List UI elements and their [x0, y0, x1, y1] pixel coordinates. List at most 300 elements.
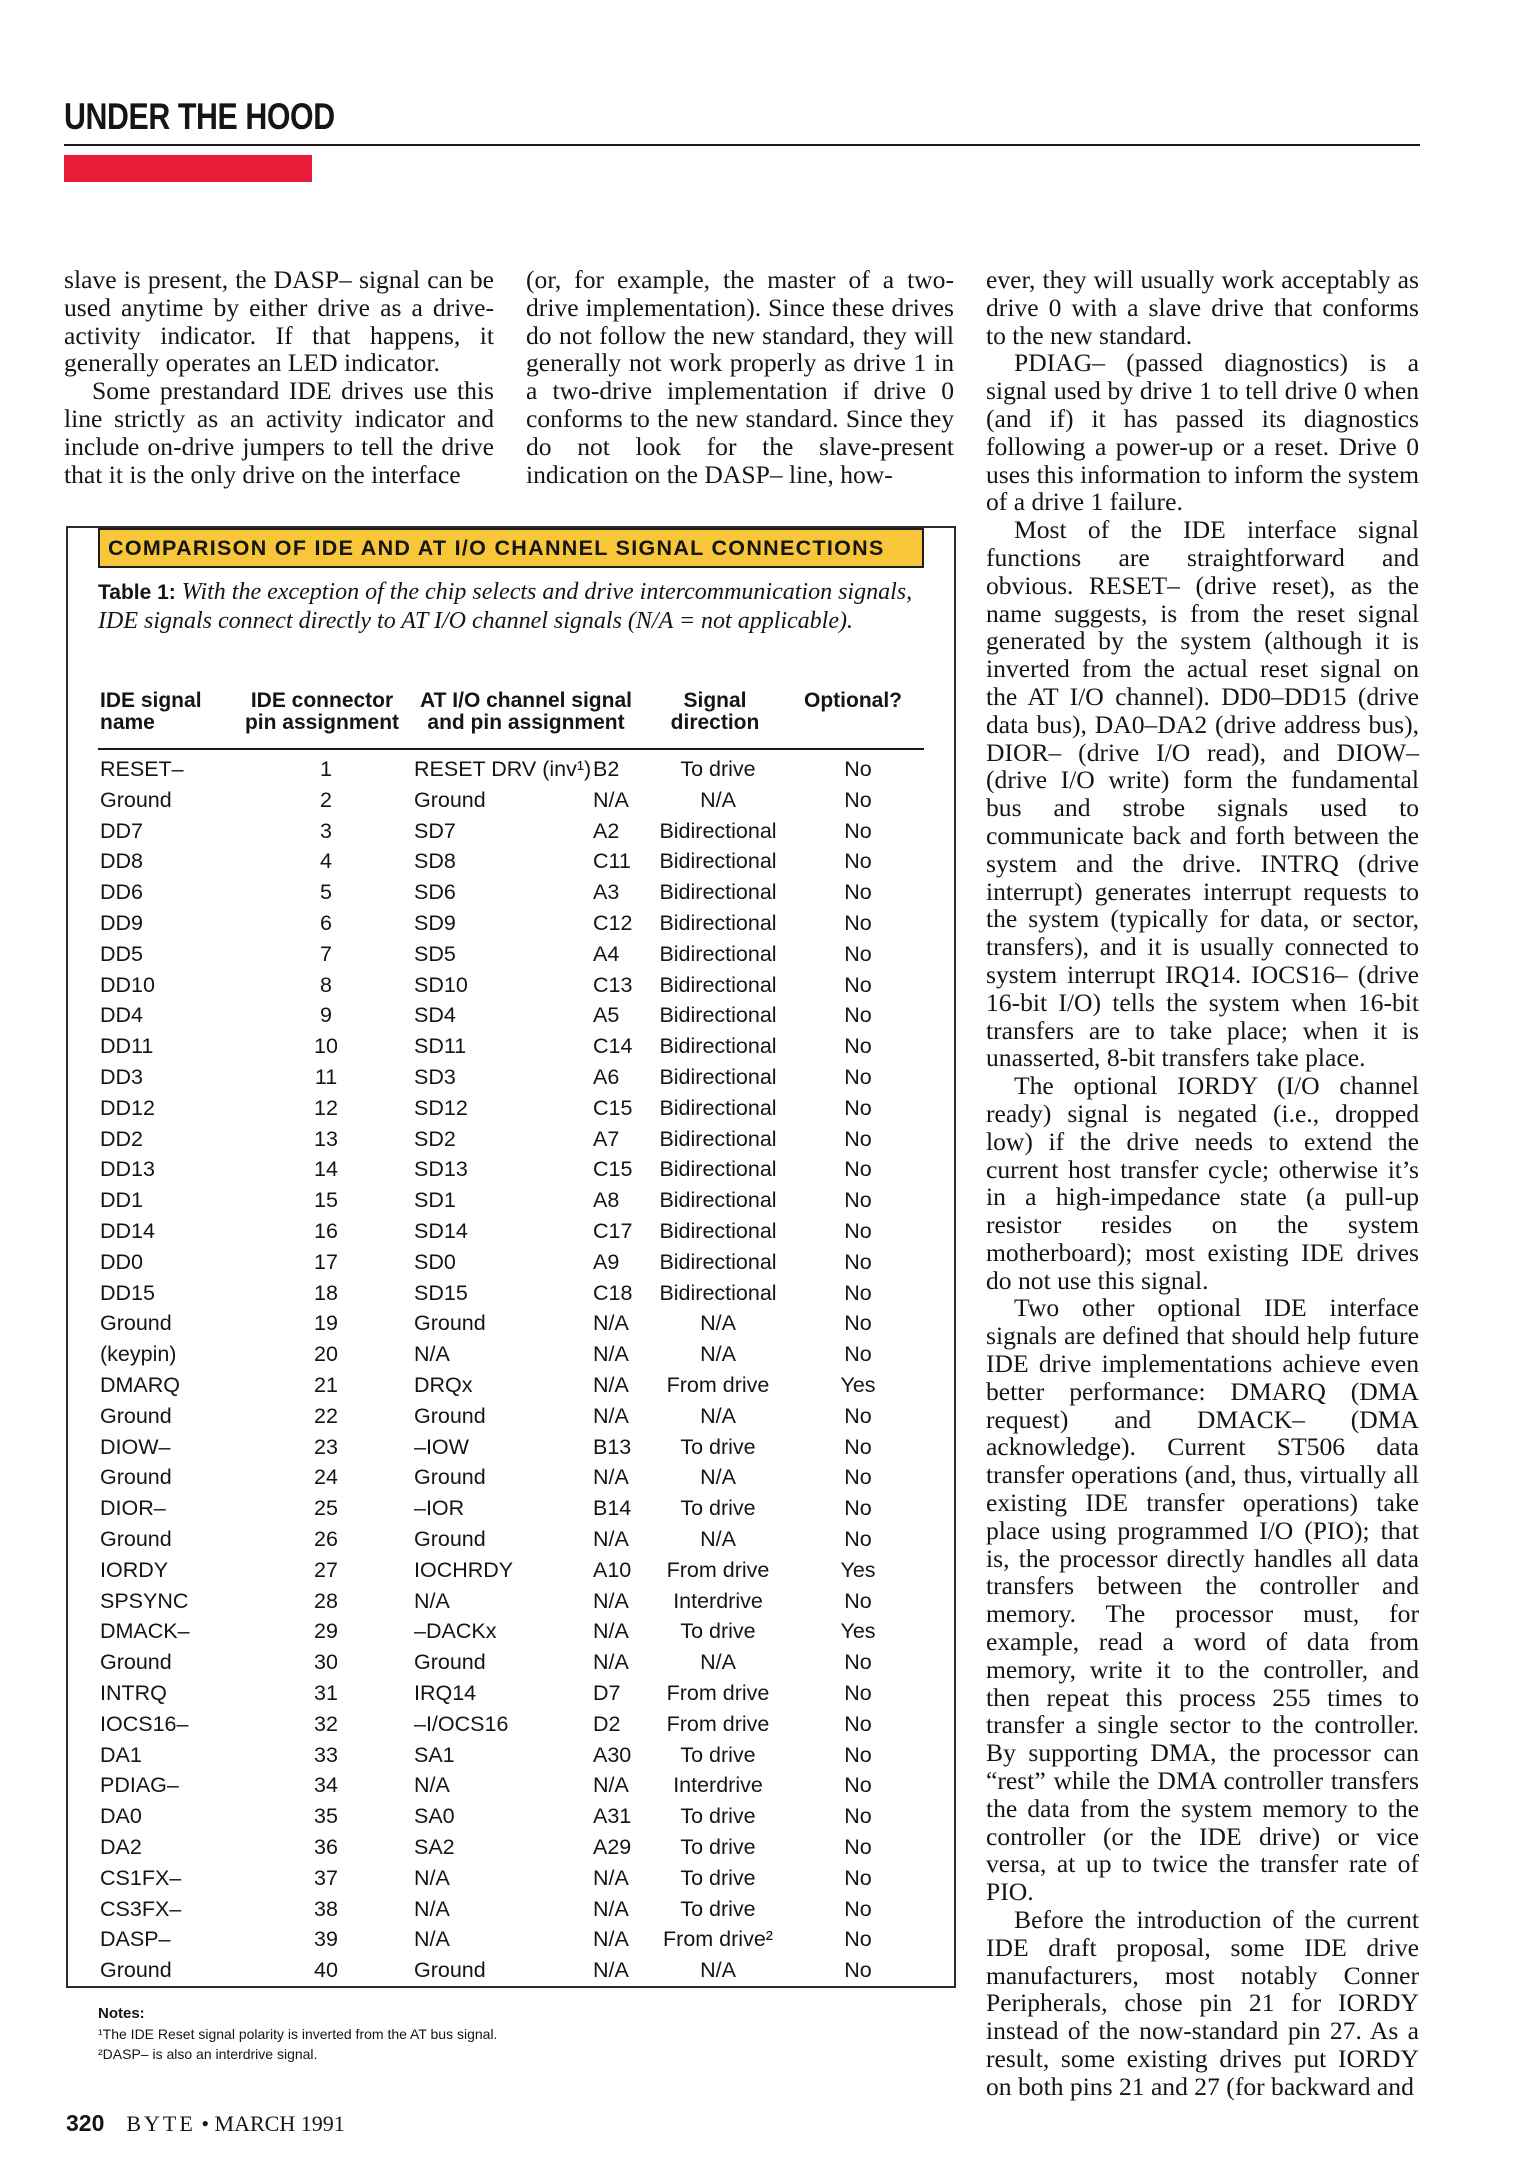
signal-name: DD15 — [100, 1280, 155, 1305]
pin-number: 13 — [314, 1126, 338, 1151]
pin-number: 40 — [314, 1958, 338, 1983]
at-signal: N/A — [414, 1773, 450, 1798]
signal-direction: Bidirectional — [659, 1003, 777, 1028]
at-signal: RESET DRV (inv¹) — [414, 757, 592, 781]
signal-direction: To drive — [680, 1742, 756, 1767]
optional-flag: No — [844, 1003, 872, 1028]
at-pin: C12 — [593, 911, 633, 935]
optional-flag: No — [844, 1927, 872, 1952]
signal-name: DD6 — [100, 880, 144, 905]
pin-number: 18 — [314, 1280, 338, 1305]
table-row — [0, 1586, 960, 1617]
at-pin: N/A — [593, 1342, 629, 1367]
pin-number: 29 — [314, 1619, 338, 1644]
table-row — [0, 816, 960, 847]
at-pin: A10 — [593, 1557, 632, 1582]
at-pin: C15 — [593, 1157, 633, 1182]
pin-number: 4 — [320, 849, 332, 874]
at-pin: N/A — [593, 1465, 629, 1490]
paragraph: Some prestandard IDE drives use this line strictly as an activity indicator and include on-drive jumpers to tell the drive that it is the only drive on the interface — [64, 376, 494, 489]
table-row — [0, 1062, 960, 1093]
pin-number: 1 — [320, 757, 332, 781]
header-at-signal — [408, 690, 644, 734]
at-signal: SD0 — [414, 1249, 456, 1274]
optional-flag: No — [844, 1157, 872, 1182]
table-row — [0, 970, 960, 1001]
optional-flag: No — [844, 1219, 872, 1243]
at-signal: SD14 — [414, 1219, 468, 1243]
pin-number: 3 — [320, 818, 332, 843]
signal-direction: Bidirectional — [659, 1126, 777, 1151]
signal-name: (keypin) — [100, 1342, 177, 1367]
table-row — [0, 1370, 960, 1401]
at-pin: C11 — [593, 849, 631, 874]
signal-name: Ground — [100, 1650, 172, 1675]
optional-flag: No — [844, 1865, 872, 1890]
at-pin: A5 — [593, 1003, 620, 1028]
optional-flag: No — [844, 1527, 872, 1551]
optional-flag: No — [844, 1280, 872, 1305]
pin-number: 36 — [314, 1835, 338, 1859]
signal-direction: To drive — [680, 1496, 756, 1521]
header-line: IDE connector — [250, 689, 394, 712]
pin-number: 32 — [314, 1711, 338, 1736]
table-row — [0, 754, 960, 785]
signal-direction: From drive — [666, 1711, 770, 1736]
optional-flag: No — [844, 1342, 872, 1367]
header-rule — [64, 144, 1420, 146]
optional-flag: No — [844, 972, 872, 997]
table-row — [0, 1124, 960, 1155]
signal-name: DD12 — [100, 1095, 155, 1120]
at-signal: SA1 — [414, 1742, 455, 1767]
signal-name: DD4 — [100, 1003, 144, 1028]
at-signal: Ground — [414, 1527, 486, 1551]
table-row — [0, 1555, 960, 1586]
pin-number: 15 — [314, 1188, 338, 1213]
signal-direction: From drive — [666, 1373, 770, 1397]
at-pin: C17 — [593, 1219, 633, 1243]
at-signal: SD3 — [414, 1065, 456, 1089]
pin-number: 39 — [314, 1927, 338, 1952]
signal-direction: To drive — [680, 1835, 756, 1859]
table-row — [0, 1493, 960, 1524]
optional-flag: No — [844, 1095, 872, 1120]
note: ¹The IDE Reset signal polarity is inverted from the AT bus signal. — [98, 2026, 498, 2042]
signal-direction: To drive — [680, 1434, 756, 1459]
table-row — [0, 1432, 960, 1463]
section-title: UNDER THE HOOD — [64, 96, 335, 137]
pin-number: 35 — [314, 1804, 338, 1829]
pin-number: 14 — [314, 1157, 338, 1182]
table-row — [0, 1154, 960, 1185]
signal-name: DIOR– — [100, 1496, 166, 1521]
table-row — [0, 1924, 960, 1955]
signal-name: DA2 — [100, 1835, 142, 1859]
pin-number: 6 — [320, 911, 332, 935]
pin-number: 34 — [314, 1773, 338, 1798]
optional-flag: No — [844, 818, 872, 843]
at-signal: SD2 — [414, 1126, 456, 1151]
at-signal: N/A — [414, 1588, 450, 1613]
pin-number: 26 — [314, 1527, 338, 1551]
table-row — [0, 1616, 960, 1647]
at-pin: N/A — [593, 1373, 629, 1397]
signal-direction: N/A — [700, 1527, 736, 1551]
section-accent-bar — [64, 155, 312, 182]
pin-number: 12 — [314, 1095, 338, 1120]
table-row — [0, 939, 960, 970]
at-signal: N/A — [414, 1342, 450, 1367]
signal-name: DD11 — [100, 1034, 154, 1059]
at-signal: Ground — [414, 1958, 486, 1983]
signal-name: DD1 — [100, 1188, 144, 1213]
at-pin: A6 — [593, 1065, 620, 1089]
table-row — [0, 1247, 960, 1278]
table-row — [0, 1647, 960, 1678]
table-row — [0, 1031, 960, 1062]
signal-name: DD5 — [100, 941, 144, 966]
optional-flag: No — [844, 1773, 872, 1798]
at-signal: IOCHRDY — [414, 1557, 514, 1582]
pin-number: 10 — [314, 1034, 338, 1059]
at-signal: N/A — [414, 1927, 450, 1952]
header-pin — [242, 690, 402, 734]
pin-number: 33 — [314, 1742, 338, 1767]
table-row — [0, 1801, 960, 1832]
table-row — [0, 1339, 960, 1370]
text-column-middle — [526, 266, 954, 488]
optional-flag: Yes — [840, 1557, 876, 1582]
pin-number: 31 — [314, 1681, 338, 1705]
at-pin: A9 — [593, 1249, 620, 1274]
at-pin: N/A — [593, 1958, 629, 1983]
page-footer — [66, 2110, 345, 2137]
header-line: name — [100, 711, 155, 734]
signal-name: DD2 — [100, 1126, 144, 1151]
at-signal: –IOW — [414, 1434, 469, 1459]
at-pin: N/A — [593, 1403, 629, 1428]
pin-number: 8 — [320, 972, 332, 997]
signal-name: SPSYNC — [100, 1588, 189, 1613]
pin-number: 38 — [314, 1896, 338, 1921]
signal-direction: N/A — [700, 1650, 736, 1675]
signal-direction: Bidirectional — [659, 849, 777, 874]
table-row — [0, 1863, 960, 1894]
at-pin: A29 — [593, 1835, 632, 1859]
pin-number: 30 — [314, 1650, 338, 1675]
header-line: IDE signal — [100, 689, 202, 712]
signal-name: Ground — [100, 1465, 172, 1490]
signal-name: CS3FX– — [100, 1896, 182, 1921]
header-line: Signal — [683, 689, 747, 712]
at-signal: Ground — [414, 1311, 486, 1336]
at-signal: N/A — [414, 1865, 450, 1890]
at-signal: SA0 — [414, 1804, 455, 1829]
optional-flag: No — [844, 1126, 872, 1151]
at-pin: A7 — [593, 1126, 620, 1151]
signal-name: IOCS16– — [100, 1711, 189, 1736]
at-pin: A3 — [593, 880, 620, 905]
header-ide-signal — [100, 690, 202, 734]
signal-name: PDIAG– — [100, 1773, 179, 1798]
at-pin: D7 — [593, 1681, 621, 1705]
at-pin: C18 — [593, 1280, 633, 1305]
at-signal: –I/OCS16 — [414, 1711, 509, 1736]
at-signal: N/A — [414, 1896, 450, 1921]
table-row — [0, 1278, 960, 1309]
optional-flag: Yes — [840, 1373, 876, 1397]
table-row — [0, 1709, 960, 1740]
at-pin: C14 — [593, 1034, 633, 1059]
header-line: direction — [670, 711, 760, 734]
at-pin: C15 — [593, 1095, 633, 1120]
table-row — [0, 1770, 960, 1801]
optional-flag: No — [844, 1496, 872, 1521]
at-pin: N/A — [593, 1896, 629, 1921]
table-row — [0, 877, 960, 908]
signal-name: Ground — [100, 787, 172, 812]
signal-name: Ground — [100, 1403, 172, 1428]
signal-name: IORDY — [100, 1557, 169, 1582]
at-signal: SD1 — [414, 1188, 456, 1213]
signal-name: DD13 — [100, 1157, 155, 1182]
at-pin: N/A — [593, 1311, 629, 1336]
table-header-rule — [98, 748, 924, 750]
header-direction — [660, 690, 770, 734]
table-row — [0, 846, 960, 877]
table-row — [0, 1185, 960, 1216]
signal-name: DMACK– — [100, 1619, 190, 1644]
optional-flag: No — [844, 880, 872, 905]
table-row — [0, 1955, 960, 1986]
pin-number: 11 — [314, 1065, 338, 1089]
signal-direction: To drive — [680, 1804, 756, 1829]
signal-direction: Bidirectional — [659, 1280, 777, 1305]
text-column-right — [986, 266, 1419, 2101]
signal-direction: Bidirectional — [659, 1188, 777, 1213]
signal-direction: From drive — [666, 1681, 770, 1705]
at-pin: N/A — [593, 1619, 629, 1644]
footer-separator: • — [201, 2111, 210, 2136]
signal-direction: To drive — [680, 757, 756, 781]
pin-number: 22 — [314, 1403, 338, 1428]
optional-flag: No — [844, 757, 872, 781]
at-signal: DRQx — [414, 1373, 473, 1397]
optional-flag: No — [844, 911, 872, 935]
at-signal: Ground — [414, 1650, 486, 1675]
signal-name: DD0 — [100, 1249, 144, 1274]
table-row — [0, 785, 960, 816]
at-pin: N/A — [593, 1773, 629, 1798]
table-row — [0, 1832, 960, 1863]
at-signal: –IOR — [414, 1496, 465, 1521]
pin-number: 5 — [320, 880, 332, 905]
signal-name: DD10 — [100, 972, 155, 997]
pin-number: 20 — [314, 1342, 338, 1367]
signal-direction: Bidirectional — [659, 911, 777, 935]
signal-direction: N/A — [700, 1403, 736, 1428]
signal-direction: Bidirectional — [659, 1065, 777, 1089]
signal-direction: Bidirectional — [659, 1095, 777, 1120]
signal-name: DASP– — [100, 1927, 171, 1952]
signal-direction: Bidirectional — [659, 1157, 777, 1182]
pin-number: 27 — [314, 1557, 338, 1582]
at-pin: N/A — [593, 787, 629, 812]
at-signal: IRQ14 — [414, 1681, 477, 1705]
table-row — [0, 1894, 960, 1925]
pin-number: 2 — [320, 787, 332, 812]
at-signal: SD9 — [414, 911, 456, 935]
optional-flag: No — [844, 1434, 872, 1459]
signal-name: DD9 — [100, 911, 144, 935]
table-row — [0, 1093, 960, 1124]
at-pin: N/A — [593, 1650, 629, 1675]
table-row — [0, 1678, 960, 1709]
notes-title: Notes: — [98, 2005, 145, 2022]
signal-direction: N/A — [700, 1465, 736, 1490]
table-notes — [98, 2004, 497, 2064]
pin-number: 24 — [314, 1465, 338, 1490]
pin-number: 28 — [314, 1588, 338, 1613]
pin-number: 16 — [314, 1219, 338, 1243]
signal-name: DA1 — [100, 1742, 142, 1767]
optional-flag: No — [844, 1188, 872, 1213]
signal-direction: Bidirectional — [659, 1034, 777, 1059]
at-pin: A4 — [593, 941, 620, 966]
table-row — [0, 1308, 960, 1339]
at-signal: SA2 — [414, 1835, 455, 1859]
paragraph: Two other optional IDE interface signals are defined that should help future IDE drive implementations achieve even better performance: DMARQ (DMA request) and DMACK– (DMA acknowledge). Current ST506 data transfer operations (and, thus, virtually all existing IDE transfer operations) take place using programmed I/O (PIO); that is, the processor directly handles all data transfers between the controller and memory. The processor must, for example, read a word of data from memory, write it to the controller, and then repeat this process 255 times to transfer a single sector to the controller. By supporting DMA, the processor can “rest” while the DMA controller transfers the data from the system memory to the controller (or the IDE drive) or vice versa, at up to twice the transfer rate of PIO. — [986, 1293, 1419, 1907]
pin-number: 17 — [314, 1249, 338, 1274]
at-pin: A2 — [593, 818, 620, 843]
optional-flag: No — [844, 1804, 872, 1829]
header-line: and pin assignment — [427, 711, 625, 734]
signal-direction: Bidirectional — [659, 880, 777, 905]
table-row — [0, 1216, 960, 1247]
table-row — [0, 1740, 960, 1771]
header-optional — [804, 690, 902, 712]
at-signal: Ground — [414, 1465, 486, 1490]
at-signal: SD6 — [414, 880, 456, 905]
signal-direction: From drive² — [663, 1927, 773, 1952]
at-pin: N/A — [593, 1527, 629, 1551]
at-signal: SD8 — [414, 849, 456, 874]
table-title: COMPARISON OF IDE AND AT I/O CHANNEL SIGNAL CONNECTIONS — [98, 528, 924, 568]
optional-flag: No — [844, 849, 872, 874]
signal-direction: Interdrive — [673, 1588, 763, 1613]
pin-number: 9 — [320, 1003, 332, 1028]
signal-direction: N/A — [700, 1958, 736, 1983]
signal-direction: From drive — [666, 1557, 770, 1582]
signal-name: INTRQ — [100, 1681, 167, 1705]
header-line: pin assignment — [244, 711, 400, 734]
optional-flag: No — [844, 1588, 872, 1613]
note: ²DASP– is also an interdrive signal. — [98, 2046, 318, 2062]
at-pin: A31 — [593, 1804, 632, 1829]
signal-direction: Bidirectional — [659, 1219, 777, 1243]
signal-direction: Interdrive — [673, 1773, 763, 1798]
paragraph: PDIAG– (passed diagnostics) is a signal used by drive 1 to tell drive 0 when (and if) it has passed its diagnostics following a power-up or a reset. Drive 0 uses this information to inform the system of a drive 1 failure. — [986, 348, 1419, 517]
at-pin: B2 — [593, 757, 620, 781]
at-pin: N/A — [593, 1588, 629, 1613]
optional-flag: Yes — [840, 1619, 876, 1644]
signal-direction: To drive — [680, 1865, 756, 1890]
signal-name: Ground — [100, 1311, 172, 1336]
signal-direction: Bidirectional — [659, 1249, 777, 1274]
paragraph: Before the introduction of the current IDE draft proposal, some IDE drive manufacturers, most notably Conner Peripherals, chose pin 21 for IORDY instead of the now-standard pin 27. As a result, some existing drives put IORDY on both pins 21 and 27 (for backward and — [986, 1905, 1419, 2101]
optional-flag: No — [844, 1742, 872, 1767]
header-line: Optional? — [804, 689, 902, 712]
optional-flag: No — [844, 1249, 872, 1274]
at-pin: C13 — [593, 972, 633, 997]
at-signal: SD12 — [414, 1095, 468, 1120]
signal-name: DMARQ — [100, 1373, 181, 1397]
at-pin: A8 — [593, 1188, 620, 1213]
signal-direction: Bidirectional — [659, 941, 777, 966]
at-pin: D2 — [593, 1711, 621, 1736]
paragraph: (or, for example, the master of a two-drive implementation). Since these drives do not follow the new standard, they will generally not work properly as drive 1 in a two-drive implementation if drive 0 conforms to the new standard. Since they do not look for the slave-present indication on the DASP– line, how- — [526, 265, 954, 489]
signal-name: Ground — [100, 1527, 172, 1551]
at-signal: SD10 — [414, 972, 468, 997]
table-caption — [98, 578, 928, 635]
header-line: AT I/O channel signal — [420, 689, 632, 712]
signal-name: DIOW– — [100, 1434, 171, 1459]
signal-name: DD14 — [100, 1219, 155, 1243]
at-pin: A30 — [593, 1742, 632, 1767]
table-row — [0, 1462, 960, 1493]
text-column-left — [64, 266, 494, 488]
pin-number: 25 — [314, 1496, 338, 1521]
optional-flag: No — [844, 1835, 872, 1859]
signal-direction: Bidirectional — [659, 972, 777, 997]
pin-number: 21 — [314, 1373, 338, 1397]
table-row — [0, 1524, 960, 1555]
page-number: 320 — [66, 2110, 105, 2136]
at-signal: SD11 — [414, 1034, 467, 1059]
at-signal: SD15 — [414, 1280, 468, 1305]
at-pin: N/A — [593, 1865, 629, 1890]
paragraph: The optional IORDY (I/O channel ready) signal is negated (i.e., dropped low) if the drive needs to extend the current host transfer cycle; otherwise it’s in a high-impedance state (a pull-up resistor resides on the system motherboard); most existing IDE drives do not use this signal. — [986, 1071, 1419, 1295]
caption-text: With the exception of the chip selects and drive intercommunication signals, IDE signals connect directly to AT I/O channel signals (N/A = not applicable). — [98, 579, 913, 634]
optional-flag: No — [844, 1311, 872, 1336]
paragraph: Most of the IDE interface signal functions are straightforward and obvious. RESET– (drive reset), as the name suggests, is from the reset signal generated by the system (although it is inverted from the actual reset signal on the AT I/O channel). DD0–DD15 (drive data bus), DA0–DA2 (drive address bus), DIOR– (drive I/O read), and DIOW– (drive I/O write) form the fundamental bus and strobe signals used to communicate back and forth between the system and the drive. INTRQ (drive interrupt) generates interrupt requests to the system (typically for data, or sector, transfers), and it is usually connected to system interrupt IRQ14. IOCS16– (drive 16-bit I/O) tells the system when 16-bit transfers are to take place; when it is unasserted, 8-bit transfers take place. — [986, 515, 1419, 1073]
at-pin: N/A — [593, 1927, 629, 1952]
magazine-name: BYTE — [126, 2111, 196, 2136]
at-signal: Ground — [414, 787, 486, 812]
optional-flag: No — [844, 1650, 872, 1675]
signal-direction: To drive — [680, 1896, 756, 1921]
signal-direction: N/A — [700, 1311, 736, 1336]
at-signal: SD4 — [414, 1003, 456, 1028]
signal-direction: Bidirectional — [659, 818, 777, 843]
optional-flag: No — [844, 1465, 872, 1490]
signal-name: RESET– — [100, 757, 184, 781]
table-row — [0, 1401, 960, 1432]
table-row — [0, 1000, 960, 1031]
optional-flag: No — [844, 1958, 872, 1983]
at-pin: B13 — [593, 1434, 632, 1459]
signal-name: DD8 — [100, 849, 144, 874]
optional-flag: No — [844, 1896, 872, 1921]
table-row — [0, 908, 960, 939]
at-signal: SD13 — [414, 1157, 468, 1182]
signal-direction: N/A — [700, 787, 736, 812]
optional-flag: No — [844, 1681, 872, 1705]
pin-number: 19 — [314, 1311, 338, 1336]
signal-name: DA0 — [100, 1804, 142, 1829]
at-pin: B14 — [593, 1496, 632, 1521]
